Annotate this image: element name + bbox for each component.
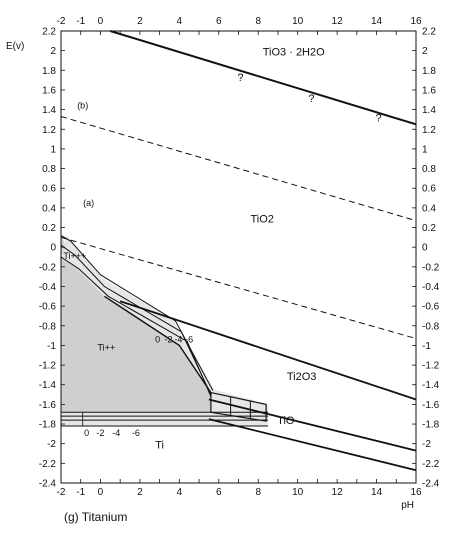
x-tick-label-bottom: -2	[56, 487, 66, 498]
concentration-label-lower: -4	[112, 427, 121, 438]
x-tick-label-top: 12	[331, 16, 343, 27]
y-tick-label-right: -1	[422, 340, 431, 352]
x-tick-label-top: 0	[97, 16, 104, 27]
y-tick-label-right: -1.6	[422, 399, 440, 411]
y-tick-label-left: 1.6	[42, 85, 56, 97]
x-tick-label-top: 2	[137, 16, 143, 27]
y-tick-label-right: 0	[422, 242, 428, 254]
question-mark-2: ?	[375, 112, 382, 125]
y-tick-label-right: -0.8	[422, 321, 440, 333]
label-line-a: (a)	[83, 197, 95, 208]
y-tick-label-left: -1	[47, 340, 56, 352]
y-tick-label-left: 1	[50, 144, 56, 156]
y-tick-label-left: 0.4	[42, 203, 56, 215]
y-tick-label-right: 2.2	[422, 26, 436, 38]
y-tick-label-right: -2.4	[422, 478, 440, 490]
tio3-tio2-boundary	[110, 31, 416, 124]
y-tick-label-right: -1.2	[422, 360, 440, 372]
y-tick-label-left: -0.8	[38, 321, 56, 333]
concentration-label-upper: 0	[155, 334, 161, 345]
concentration-label-upper: -2	[164, 334, 173, 345]
label-tio: TiO	[277, 415, 295, 428]
y-tick-label-left: 1.2	[42, 124, 56, 136]
x-tick-label-top: 6	[215, 16, 222, 27]
question-mark-1: ?	[308, 92, 315, 105]
concentration-label-lower: 0	[84, 427, 90, 438]
x-tick-label-top: 10	[292, 16, 304, 27]
x-tick-label-top: 4	[176, 16, 183, 27]
y-tick-label-left: 0.6	[42, 183, 56, 195]
y-tick-label-right: -2	[422, 439, 431, 451]
x-axis-title: pH	[401, 500, 414, 511]
y-tick-label-right: 1.4	[422, 105, 436, 117]
x-tick-label-bottom: 6	[215, 487, 222, 498]
y-tick-label-left: 0.2	[42, 223, 56, 235]
y-tick-label-left: 0.8	[42, 164, 56, 176]
label-tio3: TiO3 · 2H2O	[262, 46, 325, 59]
y-tick-label-left: 2	[50, 46, 56, 58]
concentration-label-upper: -6	[185, 334, 194, 345]
y-tick-label-left: 2.2	[42, 26, 56, 38]
concentration-label-lower: -2	[96, 427, 105, 438]
y-tick-label-left: -0.6	[38, 301, 56, 313]
y-tick-label-left: -1.2	[38, 360, 56, 372]
label-ti2o3: Ti2O3	[286, 370, 317, 383]
y-tick-label-right: -0.2	[422, 262, 440, 274]
y-axis-title: E(v)	[6, 41, 25, 52]
label-tio2: TiO2	[250, 213, 274, 226]
figure-caption: (g) Titanium	[64, 510, 128, 524]
x-tick-label-top: 8	[255, 16, 262, 27]
x-tick-label-bottom: -1	[76, 487, 86, 498]
x-tick-label-bottom: 4	[176, 487, 183, 498]
y-tick-label-right: 1	[422, 144, 428, 156]
x-tick-label-bottom: 2	[137, 487, 143, 498]
x-tick-label-top: -1	[76, 16, 86, 27]
y-tick-label-right: 1.2	[422, 124, 436, 136]
x-tick-label-bottom: 16	[410, 487, 422, 498]
y-tick-label-right: -1.8	[422, 419, 440, 431]
y-tick-label-right: 0.8	[422, 164, 436, 176]
y-tick-label-left: 1.4	[42, 105, 56, 117]
y-tick-label-left: -2.4	[38, 478, 56, 490]
question-mark-0: ?	[237, 72, 244, 85]
y-tick-label-left: -1.4	[38, 380, 56, 392]
y-tick-label-left: 1.8	[42, 65, 56, 77]
y-tick-label-left: -1.8	[38, 419, 56, 431]
y-tick-label-left: -2.2	[38, 458, 56, 470]
y-tick-label-left: -0.2	[38, 262, 56, 274]
y-tick-label-right: -1.4	[422, 380, 440, 392]
x-tick-label-top: 16	[410, 16, 422, 27]
label-line-b: (b)	[77, 100, 89, 111]
label-ti2plus: Ti++	[97, 342, 116, 353]
y-tick-label-left: -0.4	[38, 281, 56, 293]
x-tick-label-top: -2	[56, 16, 66, 27]
y-tick-label-right: 0.4	[422, 203, 436, 215]
y-tick-label-right: -2.2	[422, 458, 440, 470]
tio-ti-boundary	[209, 419, 416, 470]
y-tick-label-right: 0.2	[422, 223, 436, 235]
shaded-regions	[61, 235, 268, 426]
y-tick-label-right: -0.4	[422, 281, 440, 293]
y-tick-label-right: 0.6	[422, 183, 436, 195]
y-tick-label-right: 1.8	[422, 65, 436, 77]
x-tick-label-top: 14	[370, 16, 383, 27]
x-tick-label-bottom: 12	[331, 487, 343, 498]
y-tick-label-left: -1.6	[38, 399, 56, 411]
x-tick-label-bottom: 14	[370, 487, 383, 498]
x-tick-label-bottom: 0	[97, 487, 104, 498]
label-ti: Ti	[155, 439, 164, 452]
y-tick-label-right: 1.6	[422, 85, 436, 97]
x-tick-label-bottom: 8	[255, 487, 262, 498]
y-tick-label-left: 0	[50, 242, 56, 254]
concentration-label-upper: -4	[174, 334, 183, 345]
x-tick-label-bottom: 10	[292, 487, 304, 498]
concentration-label-lower: -6	[131, 427, 140, 438]
water-line-b	[61, 116, 416, 220]
y-tick-label-left: -2	[47, 439, 56, 451]
y-tick-label-right: -0.6	[422, 301, 440, 313]
label-ti3plus: Ti+++	[63, 250, 87, 261]
y-tick-label-right: 2	[422, 46, 428, 58]
